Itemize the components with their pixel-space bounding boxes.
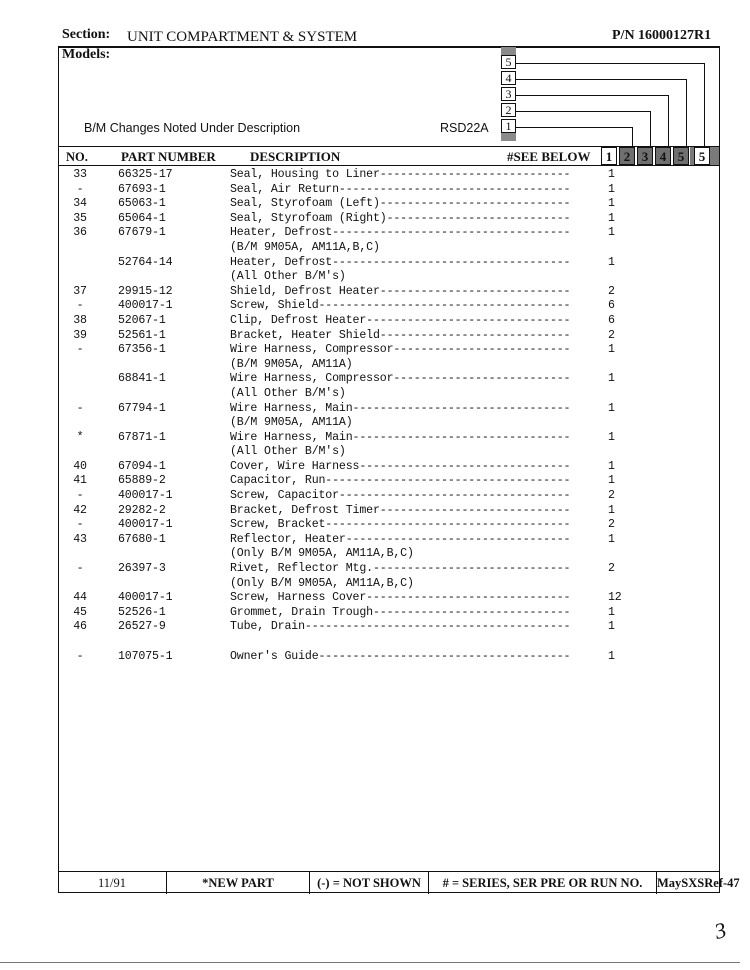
footer-new-part: *NEW PART	[166, 872, 309, 894]
row-part-number: 65063-1	[118, 197, 166, 211]
footer-series-note: # = SERIES, SER PRE OR RUN NO.	[428, 872, 656, 894]
row-part-number: 400017-1	[118, 489, 173, 503]
row-description: Bracket, Heater Shield----------------------------	[230, 328, 571, 342]
row-no: 33	[73, 168, 87, 181]
row-description: Bracket, Defrost Timer----------------------------	[230, 503, 571, 517]
row-no: 37	[73, 284, 87, 298]
row-description: Seal, Air Return----------------------------------	[230, 182, 571, 196]
col-header-description: DESCRIPTION	[250, 149, 341, 164]
section-label: Section:	[62, 27, 111, 42]
table-row	[60, 372, 710, 387]
row-no: -	[76, 401, 84, 415]
row-description: Screw, Harness Cover------------------------------	[230, 591, 571, 605]
row-no: -	[76, 562, 84, 576]
row-no: -	[76, 518, 84, 532]
table-row	[60, 299, 710, 314]
row-part-number: 400017-1	[118, 518, 173, 532]
row-part-number: 52561-1	[118, 328, 166, 342]
row-description: Screw, Capacitor----------------------------------	[230, 489, 571, 503]
page-mark: 3	[711, 917, 729, 945]
table-row	[60, 474, 710, 489]
col-header-see-below: #SEE BELOW	[507, 149, 591, 164]
row-description: (Only B/M 9M05A, AM11A,B,C)	[230, 576, 414, 590]
row-description: Cover, Wire Harness-------------------------------	[230, 459, 571, 473]
leader-2-h	[516, 111, 651, 112]
table-row	[60, 329, 710, 344]
row-part-number: 52067-1	[118, 313, 166, 327]
row-no: 39	[73, 328, 87, 342]
row-part-number: 65064-1	[118, 211, 166, 225]
row-description: (B/M 9M05A, AM11A)	[230, 357, 353, 371]
row-part-number: 67680-1	[118, 532, 166, 546]
row-qty: 1	[608, 474, 615, 488]
column-header-bottom-rule	[58, 165, 720, 166]
row-qty: 1	[608, 226, 615, 240]
row-qty: 2	[608, 489, 615, 503]
section-title: UNIT COMPARTMENT & SYSTEM	[127, 29, 358, 45]
row-description: Clip, Defrost Heater------------------------------	[230, 313, 571, 327]
row-part-number: 67356-1	[118, 343, 166, 357]
row-description: Wire Harness, Compressor--------------------------	[230, 343, 571, 357]
row-qty: 1	[608, 459, 615, 473]
row-description: Shield, Defrost Heater----------------------------	[230, 284, 571, 298]
row-qty: 1	[608, 532, 615, 546]
row-part-number: 68841-1	[118, 372, 166, 386]
model-box-3: 3	[501, 87, 516, 101]
footer-date: 11/91	[97, 876, 126, 890]
footer-ref: MaySXSRef-47	[656, 872, 720, 894]
leader-1-h	[516, 127, 633, 128]
table-row	[60, 343, 710, 358]
row-qty: 2	[608, 518, 615, 532]
leader-3-h	[516, 95, 669, 96]
row-qty: 6	[608, 299, 615, 313]
row-part-number: 29915-12	[118, 284, 173, 298]
row-no: 41	[73, 474, 87, 488]
row-qty: 1	[608, 168, 615, 181]
row-qty: 12	[608, 591, 622, 605]
table-row	[60, 285, 710, 300]
row-no: 44	[73, 591, 87, 605]
row-description: (B/M 9M05A, AM11A,B,C)	[230, 240, 380, 254]
row-part-number: 400017-1	[118, 591, 173, 605]
row-qty: 1	[608, 430, 615, 444]
row-no: *	[76, 430, 84, 444]
leader-3-v	[668, 95, 669, 147]
row-qty: 1	[608, 605, 615, 619]
leader-5-v	[704, 63, 705, 147]
table-row	[60, 387, 710, 402]
row-description: Rivet, Reflector Mtg.-----------------------------	[230, 562, 571, 576]
row-part-number: 67794-1	[118, 401, 166, 415]
row-description: Wire Harness, Main--------------------------------	[230, 401, 571, 415]
row-description: Seal, Housing to Liner----------------------------	[230, 168, 571, 181]
col-header-part-number: PART NUMBER	[121, 149, 216, 164]
row-part-number: 66325-17	[118, 168, 173, 181]
footer-not-shown: (-) = NOT SHOWN	[309, 872, 428, 894]
table-row	[60, 212, 710, 227]
model-box-1: 1	[501, 119, 516, 133]
row-description: Heater, Defrost-----------------------------------	[230, 226, 571, 240]
table-row	[60, 416, 710, 431]
footer-bar	[58, 871, 740, 893]
table-row	[60, 358, 710, 373]
qty-col-5: 5	[673, 147, 689, 165]
table-row	[60, 445, 710, 460]
table-row	[60, 197, 710, 212]
row-qty: 1	[608, 211, 615, 225]
table-row	[60, 577, 710, 592]
models-label: Models:	[62, 47, 111, 62]
row-qty: 1	[608, 197, 615, 211]
row-qty: 6	[608, 313, 615, 327]
model-box-cap	[501, 47, 516, 55]
bottom-rule	[0, 962, 740, 963]
row-no: 35	[73, 211, 87, 225]
leader-2-v	[650, 111, 651, 147]
table-row	[60, 256, 710, 271]
qty-col-3: 3	[637, 147, 653, 165]
bm-changes-note: B/M Changes Noted Under Description	[84, 121, 301, 135]
table-row	[60, 431, 710, 446]
row-no: 36	[73, 226, 87, 240]
table-row	[60, 518, 710, 533]
row-description: Capacitor, Run------------------------------------	[230, 474, 571, 488]
table-row	[60, 314, 710, 329]
part-number: P/N 16000127R1	[612, 28, 712, 43]
row-no: -	[76, 343, 84, 357]
row-description: (Only B/M 9M05A, AM11A,B,C)	[230, 547, 414, 561]
row-no: -	[76, 299, 84, 313]
col-header-no: NO.	[66, 150, 88, 164]
row-part-number: 107075-1	[118, 649, 173, 663]
table-row	[60, 606, 710, 621]
row-no: 43	[73, 532, 87, 546]
table-row	[60, 270, 710, 285]
table-row	[60, 650, 710, 665]
row-description: Grommet, Drain Trough-----------------------------	[230, 605, 571, 619]
row-part-number: 52764-14	[118, 255, 173, 269]
table-row	[60, 591, 710, 606]
table-row	[60, 168, 710, 183]
row-no: 38	[73, 313, 87, 327]
row-part-number: 26527-9	[118, 620, 166, 634]
row-part-number: 52526-1	[118, 605, 166, 619]
parts-table	[60, 168, 710, 664]
row-qty: 2	[608, 562, 615, 576]
leader-4-h	[516, 79, 687, 80]
row-description: Tube, Drain---------------------------------------	[230, 620, 571, 634]
row-description: (All Other B/M's)	[230, 270, 346, 284]
table-row	[60, 489, 710, 504]
row-part-number: 67094-1	[118, 459, 166, 473]
row-qty: 1	[608, 372, 615, 386]
model-box-base	[501, 133, 516, 141]
row-description: Wire Harness, Main--------------------------------	[230, 430, 571, 444]
qty-col-1: 1	[601, 147, 617, 165]
table-row	[60, 183, 710, 198]
row-no: 46	[73, 620, 87, 634]
row-description: Seal, Styrofoam (Left)----------------------------	[230, 197, 571, 211]
table-row	[60, 504, 710, 519]
qty-col-5-label: 5	[694, 147, 710, 165]
table-row	[60, 402, 710, 417]
model-box-2: 2	[501, 103, 516, 117]
row-part-number: 67871-1	[118, 430, 166, 444]
row-no: -	[76, 489, 84, 503]
row-qty: 1	[608, 255, 615, 269]
leader-5-h	[516, 63, 705, 64]
row-description: (All Other B/M's)	[230, 386, 346, 400]
row-description: Seal, Styrofoam (Right)---------------------------	[230, 211, 571, 225]
leader-4-v	[686, 79, 687, 147]
qty-col-4: 4	[655, 147, 671, 165]
model-box-4: 4	[501, 71, 516, 85]
table-row	[60, 460, 710, 475]
qty-col-2: 2	[619, 147, 635, 165]
row-qty: 1	[608, 343, 615, 357]
row-description: Heater, Defrost-----------------------------------	[230, 255, 571, 269]
row-part-number: 65889-2	[118, 474, 166, 488]
table-row	[60, 620, 710, 635]
row-no: 34	[73, 197, 87, 211]
row-description: Reflector, Heater---------------------------------	[230, 532, 571, 546]
row-part-number: 26397-3	[118, 562, 166, 576]
row-description: (All Other B/M's)	[230, 445, 346, 459]
row-qty: 1	[608, 620, 615, 634]
table-row	[60, 533, 710, 548]
row-qty: 1	[608, 401, 615, 415]
row-qty: 2	[608, 284, 615, 298]
model-box-5: 5	[501, 55, 516, 69]
table-row	[60, 241, 710, 256]
row-qty: 1	[608, 182, 615, 196]
row-part-number: 400017-1	[118, 299, 173, 313]
row-part-number: 29282-2	[118, 503, 166, 517]
row-description: (B/M 9M05A, AM11A)	[230, 416, 353, 430]
row-qty: 2	[608, 328, 615, 342]
row-qty: 1	[608, 649, 615, 663]
row-description: Owner's Guide-------------------------------------	[230, 649, 571, 663]
leader-1-v	[632, 127, 633, 147]
row-description: Screw, Bracket------------------------------------	[230, 518, 571, 532]
model-code: RSD22A	[440, 121, 489, 135]
row-description: Screw, Shield-------------------------------------	[230, 299, 571, 313]
table-row	[60, 635, 710, 650]
row-part-number: 67693-1	[118, 182, 166, 196]
row-description: Wire Harness, Compressor--------------------------	[230, 372, 571, 386]
row-no: 42	[73, 503, 87, 517]
table-row	[60, 547, 710, 562]
table-row	[60, 226, 710, 241]
row-no: 40	[73, 459, 87, 473]
row-no: -	[76, 649, 84, 663]
row-no: 45	[73, 605, 87, 619]
row-part-number: 67679-1	[118, 226, 166, 240]
table-row	[60, 562, 710, 577]
row-qty: 1	[608, 503, 615, 517]
row-no: -	[76, 182, 84, 196]
